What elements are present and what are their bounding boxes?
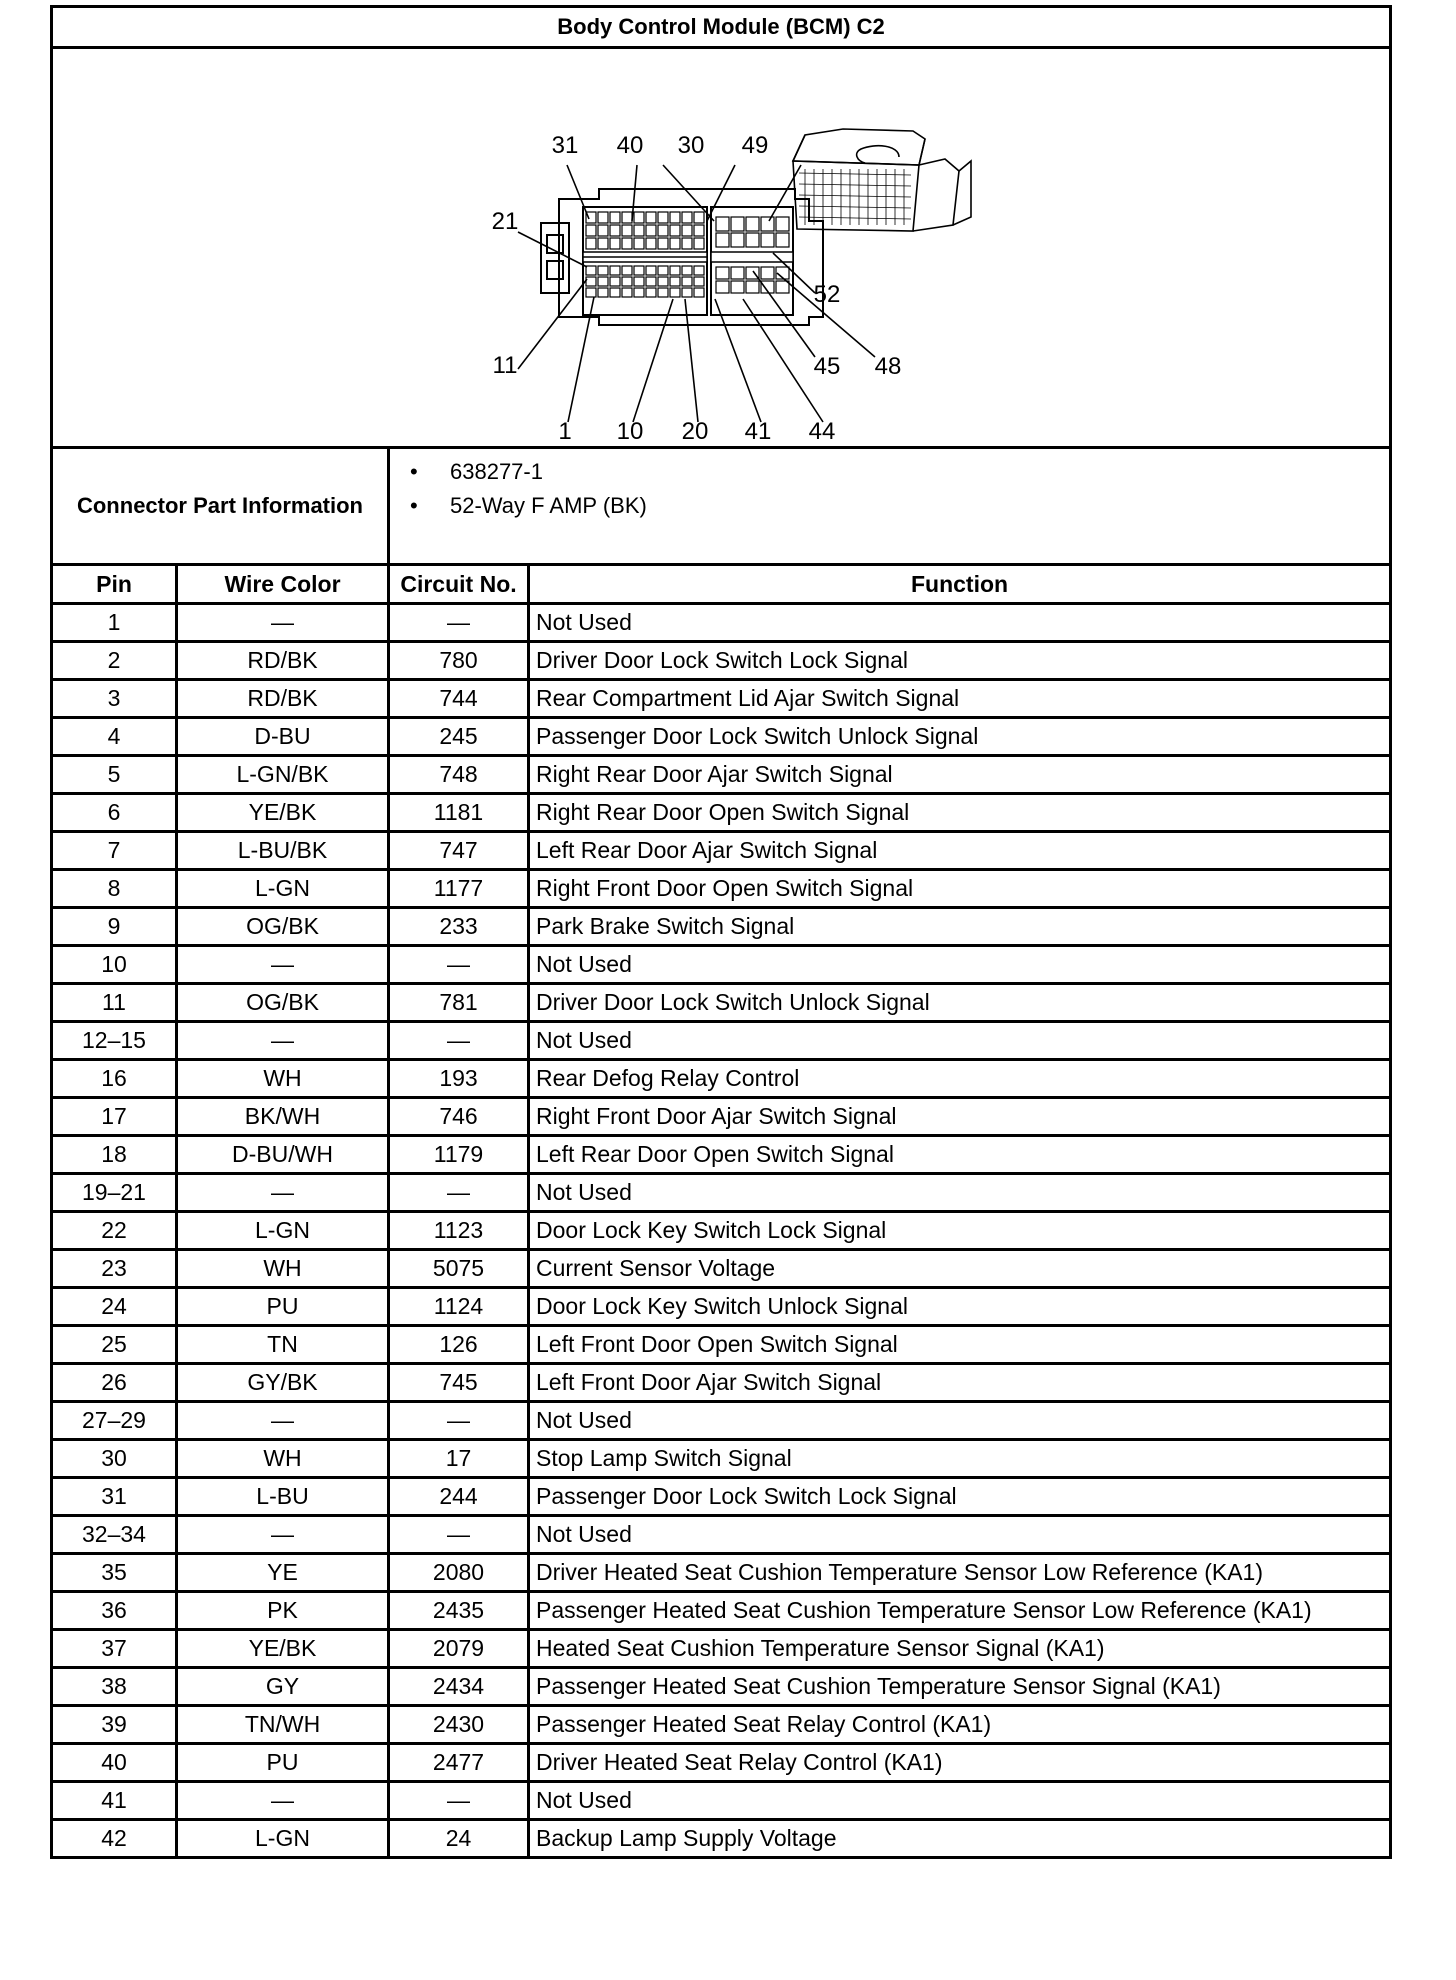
- cavity: [746, 281, 759, 293]
- wire-color-cell: D-BU/WH: [177, 1136, 389, 1174]
- cavity: [694, 238, 704, 249]
- cavity: [670, 288, 680, 297]
- pin-cell: 3: [52, 680, 177, 718]
- wire-color-cell: WH: [177, 1060, 389, 1098]
- function-cell: Rear Compartment Lid Ajar Switch Signal: [529, 680, 1391, 718]
- table-row: [52, 1212, 1391, 1250]
- function-cell: Passenger Heated Seat Cushion Temperature Sensor Signal (KA1): [529, 1668, 1391, 1706]
- circuit-cell: 233: [389, 908, 529, 946]
- pin-cell: 42: [52, 1820, 177, 1858]
- iso-grid-line: [799, 195, 911, 197]
- table-row: [52, 1554, 1391, 1592]
- function-cell: Driver Heated Seat Relay Control (KA1): [529, 1744, 1391, 1782]
- cavity: [610, 212, 620, 223]
- wire-color-cell: —: [177, 1782, 389, 1820]
- table-row: [52, 794, 1391, 832]
- diagram-label-45: 45: [813, 353, 841, 380]
- cavity: [646, 277, 656, 286]
- cavity: [731, 267, 744, 279]
- circuit-cell: 2477: [389, 1744, 529, 1782]
- cavity: [586, 277, 596, 286]
- pin-cell: 12–15: [52, 1022, 177, 1060]
- wire-color-cell: —: [177, 1402, 389, 1440]
- table-row: [52, 680, 1391, 718]
- pin-cell: 11: [52, 984, 177, 1022]
- circuit-cell: 1124: [389, 1288, 529, 1326]
- connector-diagram: [52, 48, 1391, 448]
- function-cell: Driver Heated Seat Cushion Temperature Sensor Low Reference (KA1): [529, 1554, 1391, 1592]
- function-cell: Current Sensor Voltage: [529, 1250, 1391, 1288]
- diagram-label-52: 52: [813, 281, 841, 308]
- cavity: [776, 233, 789, 247]
- function-cell: Not Used: [529, 604, 1391, 642]
- cavity: [646, 225, 656, 236]
- column-header-pin: Pin: [52, 565, 177, 604]
- column-header-function: Function: [529, 565, 1391, 604]
- table-row: [52, 1098, 1391, 1136]
- diagram-label-11: 11: [492, 352, 518, 379]
- wire-color-cell: TN: [177, 1326, 389, 1364]
- circuit-cell: —: [389, 1402, 529, 1440]
- cavity: [746, 233, 759, 247]
- column-header-circuit: Circuit No.: [389, 565, 529, 604]
- pin-cell: 38: [52, 1668, 177, 1706]
- pin-cell: 26: [52, 1364, 177, 1402]
- cavity: [598, 277, 608, 286]
- cavity: [670, 266, 680, 275]
- function-cell: Left Rear Door Open Switch Signal: [529, 1136, 1391, 1174]
- wire-color-cell: —: [177, 1174, 389, 1212]
- iso-grid-line: [799, 173, 911, 175]
- cavity: [598, 212, 608, 223]
- table-row: [52, 1326, 1391, 1364]
- function-cell: Not Used: [529, 1402, 1391, 1440]
- cavity: [622, 277, 632, 286]
- cavity: [658, 238, 668, 249]
- function-cell: Passenger Heated Seat Relay Control (KA1): [529, 1706, 1391, 1744]
- table-row: [52, 1364, 1391, 1402]
- wire-color-cell: —: [177, 604, 389, 642]
- cavity: [670, 212, 680, 223]
- diagram-label-40: 40: [616, 132, 644, 159]
- function-cell: Not Used: [529, 1174, 1391, 1212]
- circuit-cell: 24: [389, 1820, 529, 1858]
- circuit-cell: 193: [389, 1060, 529, 1098]
- cavity: [776, 217, 789, 231]
- wire-color-cell: WH: [177, 1440, 389, 1478]
- pin-cell: 36: [52, 1592, 177, 1630]
- circuit-cell: 126: [389, 1326, 529, 1364]
- diagram-label-21: 21: [491, 208, 519, 235]
- table-row: [52, 870, 1391, 908]
- function-cell: Not Used: [529, 1516, 1391, 1554]
- pin-cell: 9: [52, 908, 177, 946]
- pin-cell: 4: [52, 718, 177, 756]
- pin-cell: 31: [52, 1478, 177, 1516]
- table-row: [52, 1478, 1391, 1516]
- circuit-cell: —: [389, 604, 529, 642]
- pin-cell: 19–21: [52, 1174, 177, 1212]
- cavity: [610, 266, 620, 275]
- cavity: [610, 238, 620, 249]
- circuit-cell: 1177: [389, 870, 529, 908]
- cavity: [731, 233, 744, 247]
- cavity: [658, 225, 668, 236]
- cavity: [622, 225, 632, 236]
- connector-part-number: • 638277-1: [450, 459, 1389, 493]
- cavity: [598, 266, 608, 275]
- function-cell: Not Used: [529, 1782, 1391, 1820]
- cavity: [634, 212, 644, 223]
- circuit-cell: 17: [389, 1440, 529, 1478]
- cavity: [694, 266, 704, 275]
- diagram-label-49: 49: [741, 132, 769, 159]
- cavity: [716, 281, 729, 293]
- diagram-label-20: 20: [681, 418, 709, 441]
- pin-cell: 8: [52, 870, 177, 908]
- function-cell: Not Used: [529, 1022, 1391, 1060]
- table-row: [52, 1592, 1391, 1630]
- circuit-cell: 1181: [389, 794, 529, 832]
- function-cell: Left Front Door Open Switch Signal: [529, 1326, 1391, 1364]
- cavity: [646, 266, 656, 275]
- circuit-cell: 245: [389, 718, 529, 756]
- cavity: [610, 288, 620, 297]
- wire-color-cell: —: [177, 1516, 389, 1554]
- circuit-cell: 747: [389, 832, 529, 870]
- table-row: [52, 1668, 1391, 1706]
- cavity: [776, 281, 789, 293]
- table-row: [52, 1820, 1391, 1858]
- table-row: [52, 984, 1391, 1022]
- circuit-cell: 748: [389, 756, 529, 794]
- connector-face-drawing: [53, 49, 1386, 441]
- cavity: [646, 288, 656, 297]
- table-row: [52, 1402, 1391, 1440]
- pin-cell: 22: [52, 1212, 177, 1250]
- pin-cell: 1: [52, 604, 177, 642]
- cavity: [694, 277, 704, 286]
- cavity: [670, 238, 680, 249]
- circuit-cell: 2079: [389, 1630, 529, 1668]
- circuit-cell: —: [389, 1782, 529, 1820]
- table-row: [52, 1630, 1391, 1668]
- function-cell: Right Rear Door Ajar Switch Signal: [529, 756, 1391, 794]
- wire-color-cell: PU: [177, 1744, 389, 1782]
- column-header-wire-color: Wire Color: [177, 565, 389, 604]
- cavity: [586, 288, 596, 297]
- cavity: [658, 212, 668, 223]
- cavity: [670, 277, 680, 286]
- connector-info-label: Connector Part Information: [52, 448, 389, 565]
- function-cell: Left Front Door Ajar Switch Signal: [529, 1364, 1391, 1402]
- cavity: [622, 238, 632, 249]
- cavity: [658, 288, 668, 297]
- pin-cell: 5: [52, 756, 177, 794]
- cavity: [682, 277, 692, 286]
- table-row: [52, 1440, 1391, 1478]
- table-row: [52, 1288, 1391, 1326]
- cavity: [746, 217, 759, 231]
- table-row: [52, 642, 1391, 680]
- wire-color-cell: GY: [177, 1668, 389, 1706]
- table-row: [52, 1250, 1391, 1288]
- wire-color-cell: L-GN: [177, 870, 389, 908]
- pin-cell: 17: [52, 1098, 177, 1136]
- cavity: [598, 225, 608, 236]
- diagram-label-30: 30: [677, 132, 705, 159]
- circuit-cell: 5075: [389, 1250, 529, 1288]
- cavity: [682, 266, 692, 275]
- wire-color-cell: PK: [177, 1592, 389, 1630]
- pin-cell: 18: [52, 1136, 177, 1174]
- pin-cell: 39: [52, 1706, 177, 1744]
- circuit-cell: 244: [389, 1478, 529, 1516]
- cavity: [761, 217, 774, 231]
- pin-cell: 16: [52, 1060, 177, 1098]
- circuit-cell: 1123: [389, 1212, 529, 1250]
- diagram-label-31: 31: [551, 132, 579, 159]
- table-row: [52, 1174, 1391, 1212]
- table-row: [52, 1516, 1391, 1554]
- table-row: [52, 946, 1391, 984]
- wire-color-cell: BK/WH: [177, 1098, 389, 1136]
- cavity: [622, 288, 632, 297]
- table-row: [52, 1060, 1391, 1098]
- function-cell: Right Front Door Ajar Switch Signal: [529, 1098, 1391, 1136]
- cavity: [682, 225, 692, 236]
- function-cell: Left Rear Door Ajar Switch Signal: [529, 832, 1391, 870]
- pin-cell: 6: [52, 794, 177, 832]
- function-cell: Passenger Heated Seat Cushion Temperature Sensor Low Reference (KA1): [529, 1592, 1391, 1630]
- pin-cell: 37: [52, 1630, 177, 1668]
- cavity: [716, 267, 729, 279]
- function-cell: Backup Lamp Supply Voltage: [529, 1820, 1391, 1858]
- connector-description: • 52-Way F AMP (BK): [450, 493, 1389, 527]
- table-row: [52, 1136, 1391, 1174]
- table-row: [52, 832, 1391, 870]
- cavity: [634, 225, 644, 236]
- wire-color-cell: RD/BK: [177, 642, 389, 680]
- circuit-cell: 744: [389, 680, 529, 718]
- circuit-cell: 2080: [389, 1554, 529, 1592]
- cavity: [622, 266, 632, 275]
- function-cell: Not Used: [529, 946, 1391, 984]
- circuit-cell: —: [389, 946, 529, 984]
- iso-grid-line: [799, 217, 911, 219]
- cavity: [761, 233, 774, 247]
- diagram-label-41: 41: [744, 418, 772, 441]
- cavity: [634, 277, 644, 286]
- diagram-label-48: 48: [874, 353, 902, 380]
- cavity: [682, 238, 692, 249]
- wire-color-cell: L-GN: [177, 1820, 389, 1858]
- function-cell: Stop Lamp Switch Signal: [529, 1440, 1391, 1478]
- connector-3d-view: [793, 129, 971, 231]
- diagram-label-1: 1: [558, 418, 572, 441]
- function-cell: Driver Door Lock Switch Unlock Signal: [529, 984, 1391, 1022]
- wire-color-cell: —: [177, 946, 389, 984]
- pin-cell: 27–29: [52, 1402, 177, 1440]
- pin-cell: 25: [52, 1326, 177, 1364]
- cavity: [682, 288, 692, 297]
- circuit-cell: —: [389, 1022, 529, 1060]
- cavity: [634, 266, 644, 275]
- diagram-label-10: 10: [616, 418, 644, 441]
- pin-cell: 23: [52, 1250, 177, 1288]
- circuit-cell: 2434: [389, 1668, 529, 1706]
- table-row: [52, 718, 1391, 756]
- wire-color-cell: YE/BK: [177, 794, 389, 832]
- wire-color-cell: OG/BK: [177, 908, 389, 946]
- cavity: [731, 217, 744, 231]
- table-row: [52, 1706, 1391, 1744]
- cavity: [646, 212, 656, 223]
- table-row: [52, 908, 1391, 946]
- pinout-table: [50, 5, 1392, 1859]
- wire-color-cell: YE/BK: [177, 1630, 389, 1668]
- cavity: [716, 233, 729, 247]
- pin-cell: 40: [52, 1744, 177, 1782]
- function-cell: Park Brake Switch Signal: [529, 908, 1391, 946]
- cavity: [586, 266, 596, 275]
- table-row: [52, 604, 1391, 642]
- connector-info-values: [389, 448, 1391, 565]
- function-cell: Passenger Door Lock Switch Unlock Signal: [529, 718, 1391, 756]
- wire-color-cell: GY/BK: [177, 1364, 389, 1402]
- cavity: [694, 288, 704, 297]
- function-cell: Door Lock Key Switch Lock Signal: [529, 1212, 1391, 1250]
- cavity: [646, 238, 656, 249]
- wire-color-cell: RD/BK: [177, 680, 389, 718]
- function-cell: Driver Door Lock Switch Lock Signal: [529, 642, 1391, 680]
- cavity: [716, 217, 729, 231]
- iso-grid-line: [799, 206, 911, 208]
- function-cell: Door Lock Key Switch Unlock Signal: [529, 1288, 1391, 1326]
- function-cell: Passenger Door Lock Switch Lock Signal: [529, 1478, 1391, 1516]
- circuit-cell: 2435: [389, 1592, 529, 1630]
- pin-cell: 41: [52, 1782, 177, 1820]
- circuit-cell: 746: [389, 1098, 529, 1136]
- pinout-sheet: [50, 5, 1389, 1859]
- cavity: [682, 212, 692, 223]
- cavity: [610, 225, 620, 236]
- wire-color-cell: L-GN/BK: [177, 756, 389, 794]
- function-cell: Right Rear Door Open Switch Signal: [529, 794, 1391, 832]
- cavity: [658, 266, 668, 275]
- pin-cell: 10: [52, 946, 177, 984]
- cavity: [622, 212, 632, 223]
- circuit-cell: 780: [389, 642, 529, 680]
- cavity: [598, 238, 608, 249]
- circuit-cell: 2430: [389, 1706, 529, 1744]
- pin-cell: 7: [52, 832, 177, 870]
- table-row: [52, 1744, 1391, 1782]
- cavity: [610, 277, 620, 286]
- cavity: [634, 288, 644, 297]
- wire-color-cell: WH: [177, 1250, 389, 1288]
- page-title: Body Control Module (BCM) C2: [52, 7, 1391, 48]
- pin-cell: 24: [52, 1288, 177, 1326]
- circuit-cell: 745: [389, 1364, 529, 1402]
- wire-color-cell: L-GN: [177, 1212, 389, 1250]
- wire-color-cell: PU: [177, 1288, 389, 1326]
- circuit-cell: 781: [389, 984, 529, 1022]
- cavity: [670, 225, 680, 236]
- function-cell: Heated Seat Cushion Temperature Sensor Signal (KA1): [529, 1630, 1391, 1668]
- function-cell: Right Front Door Open Switch Signal: [529, 870, 1391, 908]
- pin-cell: 2: [52, 642, 177, 680]
- cavity: [694, 212, 704, 223]
- circuit-cell: —: [389, 1516, 529, 1554]
- cavity: [761, 267, 774, 279]
- pin-cell: 30: [52, 1440, 177, 1478]
- cavity: [586, 225, 596, 236]
- cavity: [586, 238, 596, 249]
- wire-color-cell: L-BU: [177, 1478, 389, 1516]
- wire-color-cell: OG/BK: [177, 984, 389, 1022]
- wire-color-cell: TN/WH: [177, 1706, 389, 1744]
- wire-color-cell: YE: [177, 1554, 389, 1592]
- table-row: [52, 1782, 1391, 1820]
- circuit-cell: —: [389, 1174, 529, 1212]
- diagram-label-44: 44: [808, 418, 836, 441]
- cavity: [598, 288, 608, 297]
- cavity: [731, 281, 744, 293]
- pin-cell: 35: [52, 1554, 177, 1592]
- wire-color-cell: L-BU/BK: [177, 832, 389, 870]
- circuit-cell: 1179: [389, 1136, 529, 1174]
- wire-color-cell: D-BU: [177, 718, 389, 756]
- table-row: [52, 1022, 1391, 1060]
- pin-cell: 32–34: [52, 1516, 177, 1554]
- cavity: [658, 277, 668, 286]
- wire-color-cell: —: [177, 1022, 389, 1060]
- function-cell: Rear Defog Relay Control: [529, 1060, 1391, 1098]
- cavity: [634, 238, 644, 249]
- cavity: [694, 225, 704, 236]
- iso-grid-line: [799, 184, 911, 186]
- table-row: [52, 756, 1391, 794]
